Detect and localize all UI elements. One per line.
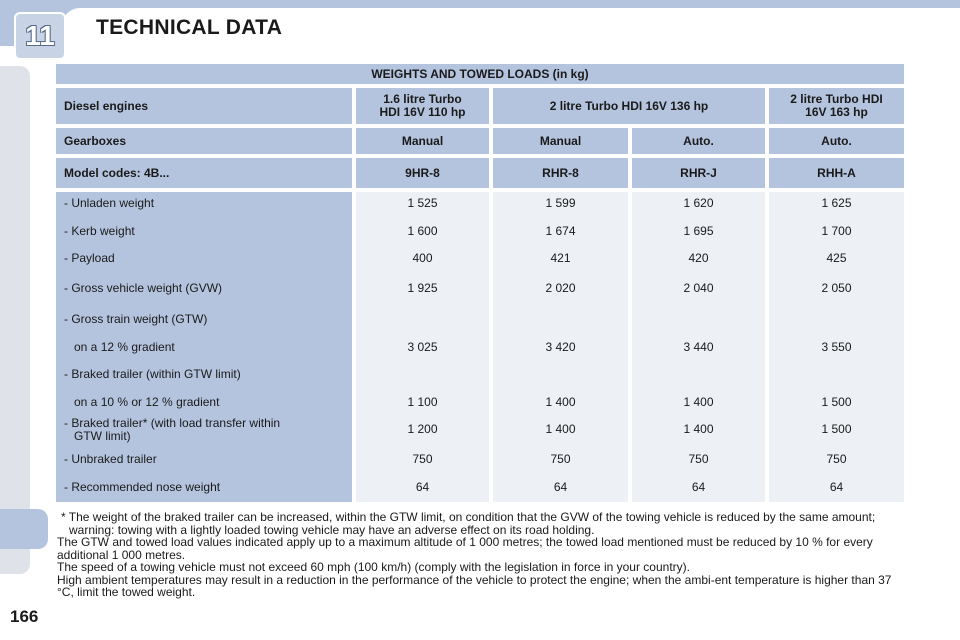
values-column-rhr8: [493, 192, 628, 502]
value-cell: 1 695: [683, 224, 714, 238]
value-cell: 1 600: [407, 224, 438, 238]
gearbox-cell: Auto.: [769, 128, 904, 154]
value-cell: 1 620: [683, 196, 714, 210]
value-cell: 64: [829, 480, 844, 494]
value-cell: 420: [688, 251, 709, 265]
gearbox-cell: Auto.: [632, 128, 765, 154]
row-label: - Kerb weight: [64, 224, 135, 238]
engine-2-0-136: 2 litre Turbo HDI 16V 136 hp: [493, 88, 765, 124]
engines-row: [56, 88, 904, 124]
left-margin-strip: [0, 66, 30, 574]
row-labels-column: [56, 192, 352, 502]
value-cell: 3 550: [821, 340, 852, 354]
gearboxes-row: [56, 128, 904, 154]
value-cell: 750: [688, 452, 709, 466]
value-cell: 64: [415, 480, 430, 494]
engine-1-6-110: 1.6 litre Turbo HDI 16V 110 hp: [356, 88, 489, 124]
engine-2-0-163: 2 litre Turbo HDI 16V 163 hp: [769, 88, 904, 124]
value-cell: 421: [550, 251, 571, 265]
row-label: on a 10 % or 12 % gradient: [74, 395, 220, 409]
value-cell: 1 200: [407, 422, 438, 436]
chapter-badge: 11: [14, 12, 66, 60]
value-cell: 750: [826, 452, 847, 466]
value-cell: 1 400: [683, 422, 714, 436]
value-cell: 1 400: [683, 395, 714, 409]
row-label: - Payload: [64, 251, 115, 265]
model-code-cell: RHR-8: [493, 158, 628, 188]
value-cell: 425: [826, 251, 847, 265]
value-cell: 2 020: [545, 281, 576, 295]
weights-table: [56, 64, 904, 502]
row-label: - Gross train weight (GTW): [64, 312, 208, 326]
page-number: 166: [10, 607, 39, 626]
value-cell: 1 500: [821, 422, 852, 436]
value-cell: 2 040: [683, 281, 714, 295]
note-speed: The speed of a towing vehicle must not exceed 60 mph (100 km/h) (comply with the legislation in force in your country).: [57, 560, 690, 574]
value-cell: 1 525: [407, 196, 438, 210]
model-codes-label: Model codes: 4B...: [56, 158, 352, 188]
footnote-star: * The weight of the braked trailer can be increased, within the GTW limit, on condition that the GVW of the towing vehicle is reduced by the same amount; warning: towing with a lightly loaded towing vehicle may have an adverse effect on its road holding.: [61, 510, 876, 537]
value-cell: 400: [412, 251, 433, 265]
gearbox-cell: Manual: [493, 128, 628, 154]
model-code-cell: RHH-A: [769, 158, 904, 188]
value-cell: 1 700: [821, 224, 852, 238]
value-cell: 1 599: [545, 196, 576, 210]
value-cell: 750: [412, 452, 433, 466]
engines-label: Diesel engines: [56, 88, 352, 124]
value-cell: 64: [553, 480, 568, 494]
row-label: - Braked trailer (within GTW limit): [64, 367, 241, 381]
values-column-rhha: [769, 192, 904, 502]
values-column-rhrj: [632, 192, 765, 502]
note-temperature: High ambient temperatures may result in a reduction in the performance of the vehicle to protect the engine; when the ambi-ent temperature is higher than 37 °C, limit the towed weight.: [57, 572, 892, 599]
value-cell: 1 400: [545, 422, 576, 436]
value-cell: 3 025: [407, 340, 438, 354]
values-column-9hr8: [356, 192, 489, 502]
value-cell: 1 500: [821, 395, 852, 409]
row-label: on a 12 % gradient: [74, 340, 175, 354]
value-cell: 2 050: [821, 281, 852, 295]
gearboxes-label: Gearboxes: [56, 128, 352, 154]
value-cell: 1 100: [407, 395, 438, 409]
page-title: TECHNICAL DATA: [96, 16, 283, 39]
value-cell: 3 440: [683, 340, 714, 354]
value-cell: 750: [550, 452, 571, 466]
left-margin-tab: [0, 509, 48, 549]
value-cell: 1 674: [545, 224, 576, 238]
value-cell: 1 625: [821, 196, 852, 210]
value-cell: 3 420: [545, 340, 576, 354]
model-code-cell: RHR-J: [632, 158, 765, 188]
notes: [57, 511, 905, 599]
value-cell: 1 925: [407, 281, 438, 295]
table-caption: WEIGHTS AND TOWED LOADS (in kg): [56, 64, 904, 84]
row-label: - Gross vehicle weight (GVW): [64, 281, 223, 295]
row-label: - Braked trailer* (with load transfer within GTW limit): [64, 416, 281, 443]
row-label: - Recommended nose weight: [64, 480, 221, 494]
row-label: - Unbraked trailer: [64, 452, 157, 466]
value-cell: 1 400: [545, 395, 576, 409]
note-altitude: The GTW and towed load values indicated apply up to a maximum altitude of 1 000 metres; the towed load mentioned must be reduced by 10 % for every additional 1 000 metres.: [57, 535, 873, 562]
gearbox-cell: Manual: [356, 128, 489, 154]
model-codes-row: [56, 158, 904, 188]
table-body: [56, 192, 904, 502]
row-label: - Unladen weight: [64, 196, 155, 210]
value-cell: 64: [691, 480, 706, 494]
model-code-cell: 9HR-8: [356, 158, 489, 188]
